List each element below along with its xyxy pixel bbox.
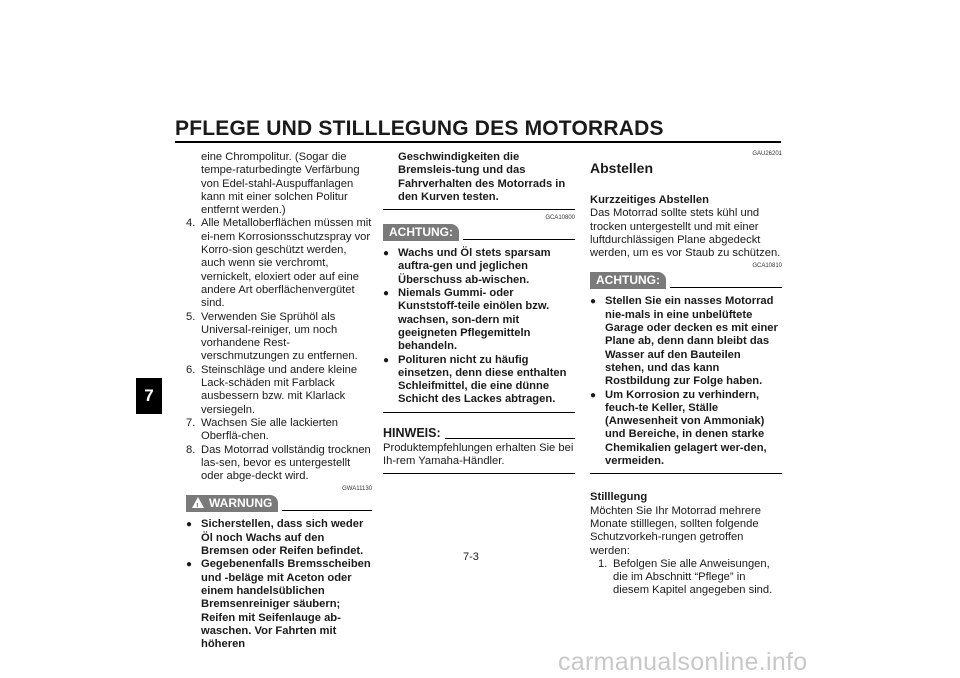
section-title: Abstellen (590, 160, 654, 176)
column-3 (590, 151, 782, 598)
bullet-icon: ● (186, 519, 193, 531)
bullet-icon: ● (186, 559, 193, 571)
list-item: ● Stellen Sie ein nasses Motorrad nie-mals in eine unbelüftete Garage oder decken es mit einer Plane ab, denn dann bleibt das Wasser auf den Bauteilen stehen, und das kann Rostbildung zur Folge haben. (590, 295, 778, 388)
caution-body (383, 247, 575, 407)
list-item (590, 558, 782, 598)
step-text: Alle Metalloberflächen müssen mit ei-nem Korrosionsschutzspray vor Korro-sion geschützt werden, auch wenn sie verchromt, vernickelt, eloxiert oder auf eine andere Art oberflächenvergütet sind. (201, 217, 372, 310)
section-code: GAU26201 (752, 151, 782, 157)
bullet-icon: ● (590, 296, 597, 308)
warning-header (186, 495, 372, 512)
header-rule (282, 510, 372, 511)
warning-body (186, 518, 372, 651)
chapter-tab[interactable]: 7 (136, 378, 162, 414)
caution-header (383, 224, 575, 241)
block-end-rule (383, 412, 575, 413)
header-rule (670, 287, 782, 288)
bullet-icon: ● (383, 354, 390, 366)
paragraph: Möchten Sie Ihr Motorrad mehrere Monate stilllegen, sollten folgende Schutzvorkeh-rungen getroffen werden: (590, 504, 761, 557)
list-item: ● Niemals Gummi- oder Kunststoff-teile einölen bzw. wachsen, son-dern mit geeigneten Pflegemitteln behandeln. (383, 287, 550, 353)
subheading: Kurzzeitiges Abstellen (590, 194, 709, 206)
page-title: PFLEGE UND STILLLEGUNG DES MOTORRADS (175, 117, 664, 140)
note-header (383, 427, 575, 440)
note-label: HINWEIS: (383, 425, 441, 440)
list-item: ● Gegebenenfalls Bremsscheiben und -beläge mit Aceton oder einem handelsüblichen Bremsenreiniger säubern; Reifen mit Seifenlauge ab-waschen. Vor Fahrten mit höheren (186, 558, 371, 651)
warning-label: !WARNUNG (186, 495, 278, 512)
header-rule (463, 239, 575, 240)
list-item: ● Polituren nicht zu häufig einsetzen, denn diese enthalten Schleifmittel, die eine dünne Schicht des Lackes abtragen. (383, 353, 567, 406)
caution-label: ACHTUNG: (383, 224, 459, 241)
list-item (186, 217, 372, 310)
block-end-rule (590, 473, 782, 474)
header-rule (445, 438, 575, 439)
step-text: Wachsen Sie alle lackierten Oberflä-chen. (201, 416, 339, 443)
step-number: 8. (186, 443, 196, 456)
list-item (186, 417, 372, 444)
page-number: 7-3 (463, 551, 479, 563)
warning-continuation: Geschwindigkeiten die Bremsleis-tung und das Fahrverhalten des Motorrads in den Kurven testen. (398, 151, 566, 203)
step-number: 6. (186, 363, 196, 376)
step-number: 7. (186, 416, 196, 429)
warning-triangle-icon (192, 497, 204, 508)
column-1 (186, 151, 372, 651)
step-number: 4. (186, 217, 196, 230)
bullet-icon: ● (383, 288, 390, 300)
intro-paragraph: eine Chrompolitur. (Sogar die tempe-raturbedingte Verfärbung von Edel-stahl-Auspuffanlagen kann mit einer solchen Politur entfernt werden.) (201, 151, 360, 217)
bullet-icon: ● (383, 248, 390, 260)
caution-label: ACHTUNG: (590, 272, 666, 289)
bullet-icon: ● (590, 389, 597, 401)
note-text: Produktempfehlungen erhalten Sie bei Ih-rem Yamaha-Händler. (383, 442, 574, 468)
list-item (186, 364, 372, 417)
subheading: Stilllegung (590, 491, 648, 504)
caution-code: GCA10800 (545, 215, 575, 222)
list-item: ● Um Korrosion zu verhindern, feuch-te Keller, Ställe (Anwesenheit von Ammoniak) und Bereiche, in denen starke Chemikalien gelagert wer-den, vermeiden. (590, 388, 767, 468)
list-item (186, 444, 372, 484)
step-text: Verwenden Sie Sprühöl als Universal-reiniger, um noch vorhandene Rest-verschmutzungen zu entfernen. (201, 310, 358, 363)
step-number: 1. (598, 557, 608, 570)
step-text: Befolgen Sie alle Anweisungen, die im Abschnitt “Pflege” in diesem Kapitel angegeben sind. (613, 557, 773, 597)
caution-code: GCA10810 (752, 263, 782, 270)
list-item: ● Sicherstellen, dass sich weder Öl noch Wachs auf den Bremsen oder Reifen befindet. (186, 518, 364, 558)
watermark: carmanualsonline.info (558, 648, 808, 676)
caution-header (590, 272, 782, 289)
paragraph: Das Motorrad sollte stets kühl und trocken untergestellt und mit einer luftdurchlässigen Plane abgedeckt werden, um es vor Staub zu schützen. (590, 207, 781, 260)
column-2 (383, 151, 575, 474)
warning-code: GWA11130 (342, 486, 372, 493)
title-divider (175, 141, 781, 143)
list-item: ● Wachs und Öl stets sparsam auftra-gen und jeglichen Überschuss ab-wischen. (383, 247, 551, 286)
block-end-rule (383, 473, 575, 474)
step-text: Das Motorrad vollständig trocknen las-sen, bevor es untergestellt oder abge-deckt wird. (201, 443, 371, 483)
block-end-rule (383, 209, 575, 210)
caution-body (590, 295, 782, 468)
step-number: 5. (186, 310, 196, 323)
list-item (186, 311, 372, 364)
step-text: Steinschläge und andere kleine Lack-schäden mit Farblack ausbessern bzw. mit Klarlack versiegeln. (201, 363, 358, 416)
